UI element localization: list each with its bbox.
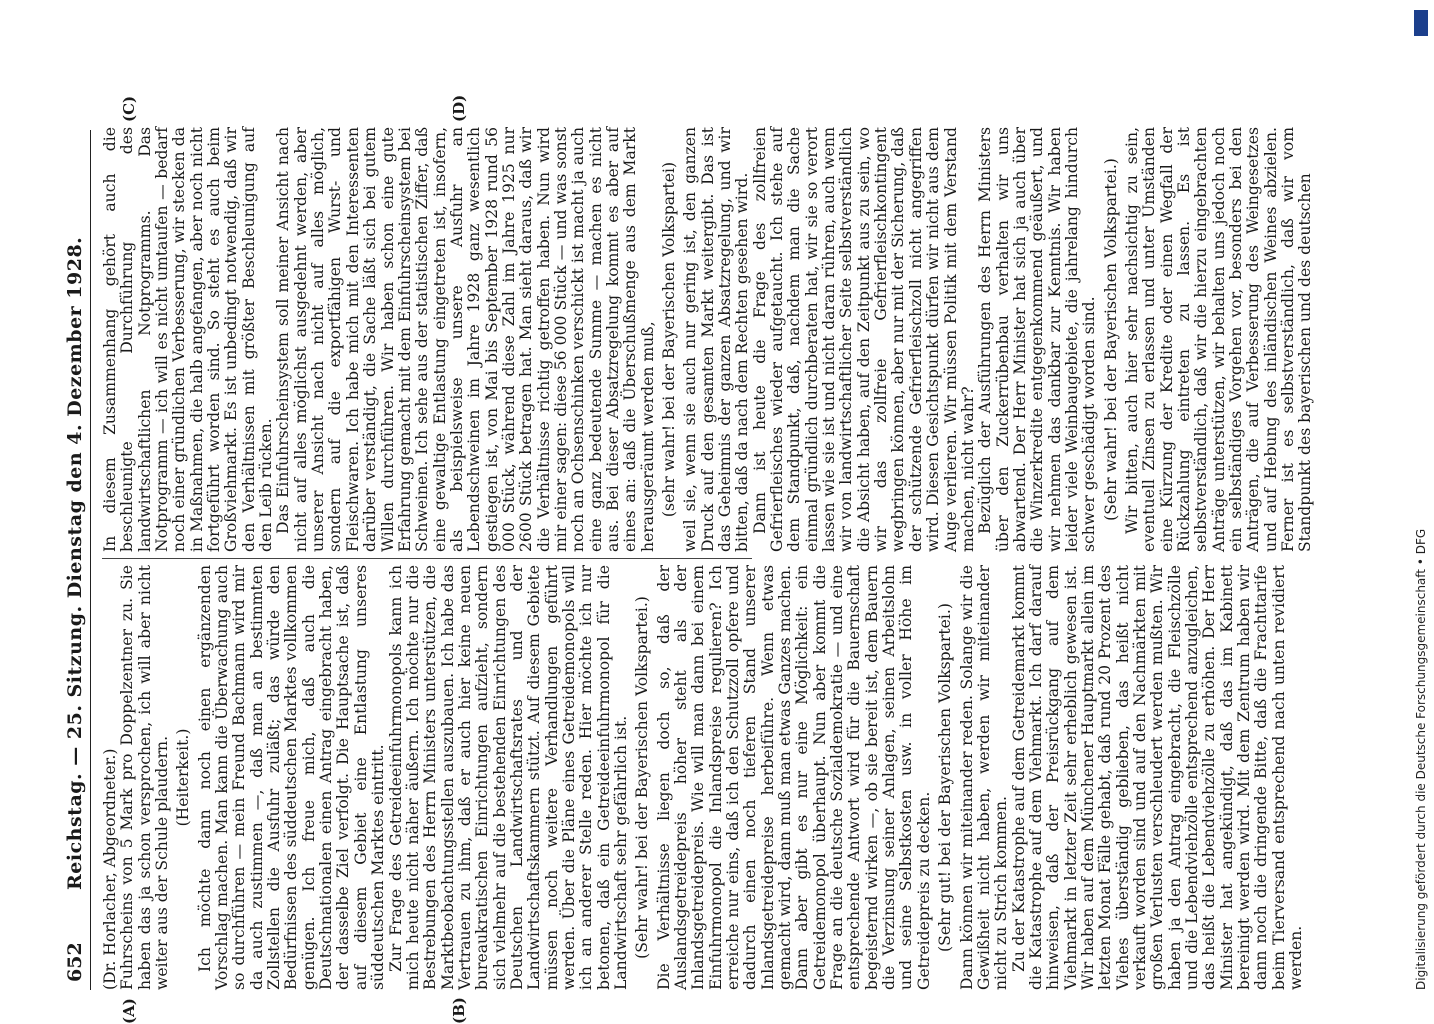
right-column [101,127,1315,552]
paragraph: Dann ist heute die Frage des zollfreien Gefrierfleisches wieder aufgetaucht. Ich stehe auf dem Standpunkt, daß, nachdem man die Sache einmal gründlich durchberaten hat, wir sie so verort lassen wie sie ist und nicht daran rühren, auch wenn wir von landwirtschaftlicher Seite selbstverständlich die Absicht haben, auf den Zeitpunkt aus zu sein, wo wir das zollfreie Gefrierfleischkontingent wegbringen können, aber nur mit der Sicherung, daß der schützende Gefrierfleischzoll nicht angegriffen wird. Diesen Gesichtspunkt dürfen wir nicht aus dem Auge verlieren. Wir müssen Politik mit dem Verstand machen, nicht wahr? [750,127,977,552]
interjection: (Sehr gut! bei der Bayerischen Volkspartei.) [936,603,955,952]
paragraph: Zu der Katastrophe auf dem Getreidemarkt kommt die Katastrophe auf dem Viehmarkt. Ich darf darauf hinweisen, daß der Preisrückgang auf dem Viehmarkt in letzter Zeit sehr erheblich gewesen ist. Wir haben auf dem Münchener Hauptmarkt allein im letzten Monat Fälle gehabt, daß rund 20 Prozent des Viehes überständig geblieben, das heißt nicht verkauft worden sind und auf den Nachmärkten mit großen Verlusten verschleudert werden mußten. Wir haben ja den Antrag eingebracht, die Fleischzölle und die Lebendviehzölle entsprechend anzugleichen, das heißt die Lebendviehzölle zu erhöhen. Der Herr Minister hat angekündigt, daß das im Kabinett bereinigt werden wird. Mit dem Zentrum haben wir dann noch die dringende Bitte, daß die Frachttarife beim Tierversand entsprechend nach unten revidiert werden. [1009,565,1306,990]
interjection: (sehr wahr! bei der Bayerischen Volkspartei) [660,161,678,518]
margin-marker-b: (B) [450,997,468,1024]
running-header [60,130,94,990]
interjection: (Sehr wahr! bei der Bayerischen Volkspartei.) [633,596,652,959]
paragraph: In diesem Zusammenhang gehört auch die beschleunigte Durchführung des landwirtschaftlichen Notprogramms. Das Notprogramm — ich will es nicht umtaufen — bedarf noch einer gründlichen Verbesserung, wir stecken da in Maßnahmen, die halb angefangen, aber noch nicht fortgeführt worden sind. So steht es auch beim Großviehmarkt. Es ist unbedingt notwendig, daß wir den Verhältnissen mit größter Beschleunigung auf den Leib rücken. [101,127,276,552]
left-column [101,565,1306,990]
paragraph: weil sie, wenn sie auch nur gering ist, den ganzen Druck auf den gesamten Markt weitergibt. Das ist das Geheimnis der ganzen Absatzregelung, und wir bitten, daß da nach dem Rechten gesehen wird. [681,127,752,552]
margin-marker-c: (C) [120,95,138,122]
margin-marker-a: (A) [120,998,138,1024]
paragraph: Zur Frage des Getreideeinfuhrmonopols kann ich mich heute nicht näher äußern. Ich möchte nur die Bestrebungen des Herrn Ministers unterstützen, die Marktbeobachtungsstellen auszubauen. Ich habe das Vertrauen zu ihm, daß er auch hier keine neuen bureaukratischen Einrichtungen aufzieht, sondern sich vielmehr auf die bestehenden Einrichtungen des Deutschen Landwirtschaftsrates und der Landwirtschaftskammern stützt. Auf diesem Gebiete müssen noch weitere Verhandlungen geführt werden. Über die Pläne eines Getreidemonopols will ich an anderer Stelle reden. Hier möchte ich nur betonen, daß ein Getreideeinfuhrmonopol für die Landwirtschaft sehr gefährlich ist. [386,565,630,990]
column-rule [102,558,752,559]
paragraph: Die Verhältnisse liegen doch so, daß der Auslandsgetreidepreis höher steht als der Inlandsgetreidepreis. Wie will man dann bei einem Einfuhrmonopol die Inlandspreise regulieren? Ich erreiche nur eins, daß ich den Schutzzoll opfere und dadurch einen noch tieferen Stand unserer Inlandsgetreidepreise herbeiführe. Wenn etwas gemacht wird, dann muß man etwas Ganzes machen. Dann aber gibt es nur eine Möglichkeit: ein Getreidemonopol überhaupt. Nun aber kommt die Frage an die deutsche Sozialdemokratie — und eine entsprechende Antwort wird für die Bauernschaft begeisternd wirken —, ob sie bereit ist, dem Bauern die Verzinsung seiner Anlagen, seinen Arbeitslohn und seine Selbstkosten usw. in voller Höhe im Getreidepreis zu decken. [654,565,933,990]
paragraph: Dann können wir miteinander reden. Solange wir die Gewißheit nicht haben, werden wir miteinander nicht zu Strich kommen. [957,565,1011,990]
paragraph: Fuhrscheins von 5 Mark pro Doppelzentner zu. Sie haben das ja schon versprochen, ich will aber nicht weiter aus der Schule plaudern. [118,565,172,990]
paragraph: Wir bitten, auch hier sehr nachsichtig zu sein, eventuell Zinsen zu erlassen und unter Umständen eine Kürzung der Kredite oder einen Wegfall der Rückzahlung eintreten zu lassen. Es ist selbstverständlich, daß wir die hierzu eingebrachten Anträge unterstützen, wir behalten uns jedoch noch ein selbständiges Vorgehen vor, besonders bei den Anträgen, die auf Verbesserung des Weingesetzes und auf Hebung des inländischen Weines abzielen. Ferner ist es selbstverständlich, daß wir vom Standpunkt des bayerischen und des deutschen [1122,127,1315,552]
running-title: Reichstag. — 25. Sitzung. Dienstag den 4. Dezember 1928. [64,236,86,890]
paragraph: (Dr. Horlacher, Abgeordneter.) [101,748,119,990]
digitization-note [1414,10,1430,1000]
interjection: (Heiterkeit.) [174,728,193,827]
paragraph: Bezüglich der Ausführungen des Herrn Ministers über den Zuckerrübenbau verhalten wir uns abwartend. Der Herr Minister hat sich ja auch über die Winzerkredite entgegenkommend geäußert, und wir nehmen das dankbar zur Kenntnis. Wir haben leider viele Weinbaugebiete, die jahrelang hindurch schwer geschädigt worden sind. [976,127,1099,552]
digitization-note-text: Digitalisierung gefördert durch die Deutsche Forschungsgemeinschaft • DFG [1414,528,1428,990]
paragraph: Das Einfuhrscheinsystem soll meiner Ansicht nach nicht auf alles möglichst ausgedehnt werden, aber unserer Ansicht nach nicht auf alles möglich, sondern auf die exportfähigen Wurst- und Fleischwaren. Ich habe mich mit den Interessenten darüber verständigt, die Sache läßt sich bei gutem Willen durchführen. Wir haben schon eine gute Erfahrung gemacht mit dem Einfuhrscheinsystem bei Schweinen. Ich sehe aus der statistischen Ziffer, daß eine gewaltige Entlastung eingetreten ist, insofern, als beispielsweise unsere Ausfuhr an Lebendschweinen im Jahre 1928 ganz wesentlich gestiegen ist, von Mai bis September 1928 rund 56 000 Stück, während diese Zahl im Jahre 1925 nur 2600 Stück betragen hat. Man sieht daraus, daß wir die Verhältnisse richtig getroffen haben. Nun wird mir einer sagen: diese 56 000 Stück — und was sonst noch an Ochsenschinken verschickt ist macht ja auch eine ganz bedeutende Summe — machen es nicht aus. Bei dieser Absatzregelung kommt es aber auf eines an: daß die Überschußmenge aus dem Markt herausgeräumt werden muß, [274,127,657,552]
printed-page [60,94,1315,1024]
interjection: (Sehr wahr! bei der Bayerischen Volkspartei.) [1101,158,1120,521]
header-rule [90,130,91,990]
paragraph: Ich möchte dann noch einen ergänzenden Vorschlag machen. Man kann die Überwachung auch so durchführen — mein Freund Bachmann wird mir da auch zustimmen —, daß man an bestimmten Zollstellen die Ausfuhr zuläßt; das würde den Bedürfnissen des süddeutschen Marktes vollkommen genügen. Ich freue mich, daß auch die Deutschnationalen einen Antrag eingebracht haben, der dasselbe Ziel verfolgt. Die Hauptsache ist, daß auf diesem Gebiet eine Entlastung unseres süddeutschen Marktes eintritt. [195,565,388,990]
page-number: 652 [64,942,86,982]
margin-marker-d: (D) [450,94,468,122]
